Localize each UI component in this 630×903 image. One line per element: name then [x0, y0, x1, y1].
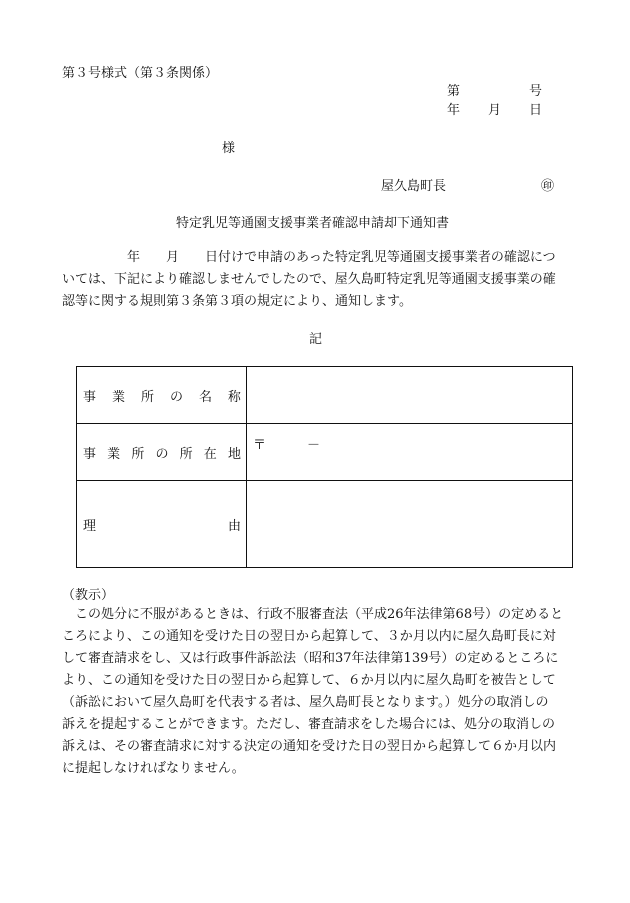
facility-name-label: 事 業 所 の 名 称: [77, 367, 247, 424]
body-line: 認等に関する規則第３条第３項の規定により、通知します。: [62, 294, 412, 309]
ki-label: 記: [309, 332, 323, 347]
facility-name-value[interactable]: [247, 367, 573, 424]
issuer-name: 屋久島町長: [381, 179, 447, 194]
number-prefix: 第: [447, 84, 461, 99]
table-row: [77, 481, 573, 568]
details-table: [76, 366, 573, 568]
body-paragraph: [62, 247, 556, 313]
facility-address-value[interactable]: [247, 424, 573, 481]
instruction-line: より、この通知を受けた日の翌日から起算して、６か月以内に屋久島町を被告として: [62, 673, 556, 688]
reason-label: 理 由: [77, 481, 247, 568]
date-day: 日: [529, 103, 543, 118]
addressee-suffix: 様: [222, 141, 236, 156]
document-title: 特定乳児等通園支援事業者確認申請却下通知書: [176, 216, 450, 231]
instruction-line: して審査請求をし、又は行政事件訴訟法（昭和37年法律第139号）の定めるところに: [62, 651, 559, 666]
table-row: [77, 424, 573, 481]
date-year: 年: [447, 103, 461, 118]
date-month: 月: [488, 103, 502, 118]
instruction-line: 訴えを提起することができます。ただし、審査請求をした場合には、処分の取消しの: [62, 717, 555, 732]
instruction-line: 訴えは、その審査請求に対する決定の通知を受けた日の翌日から起算して６か月以内: [62, 739, 557, 754]
postal-mark: 〒: [253, 438, 267, 453]
seal-mark: ㊞: [541, 179, 555, 194]
body-line: 年 月 日付けで申請のあった特定乳児等通園支援事業者の確認につ: [62, 250, 556, 265]
instruction-line: この処分に不服があるときは、行政不服審査法（平成26年法律第68号）の定めると: [62, 607, 564, 622]
postal-dash: －: [307, 438, 321, 453]
instruction-paragraph: [62, 604, 563, 780]
instruction-line: ころにより、この通知を受けた日の翌日から起算して、３か月以内に屋久島町長に対: [62, 629, 556, 644]
body-line: いては、下記により確認しませんでしたので、屋久島町特定乳児等通園支援事業の確: [62, 272, 556, 287]
form-id: 第３号様式（第３条関係）: [62, 66, 219, 81]
instruction-line: に提起しなければなりません。: [62, 761, 245, 776]
table-row: [77, 367, 573, 424]
instruction-line: （訴訟において屋久島町を代表する者は、屋久島町長となります。）処分の取消しの: [62, 695, 549, 710]
instruction-heading: （教示）: [62, 588, 115, 603]
number-suffix: 号: [529, 84, 543, 99]
reason-value[interactable]: [247, 481, 573, 568]
facility-address-label: 事 業 所 の 所 在 地: [77, 424, 247, 481]
